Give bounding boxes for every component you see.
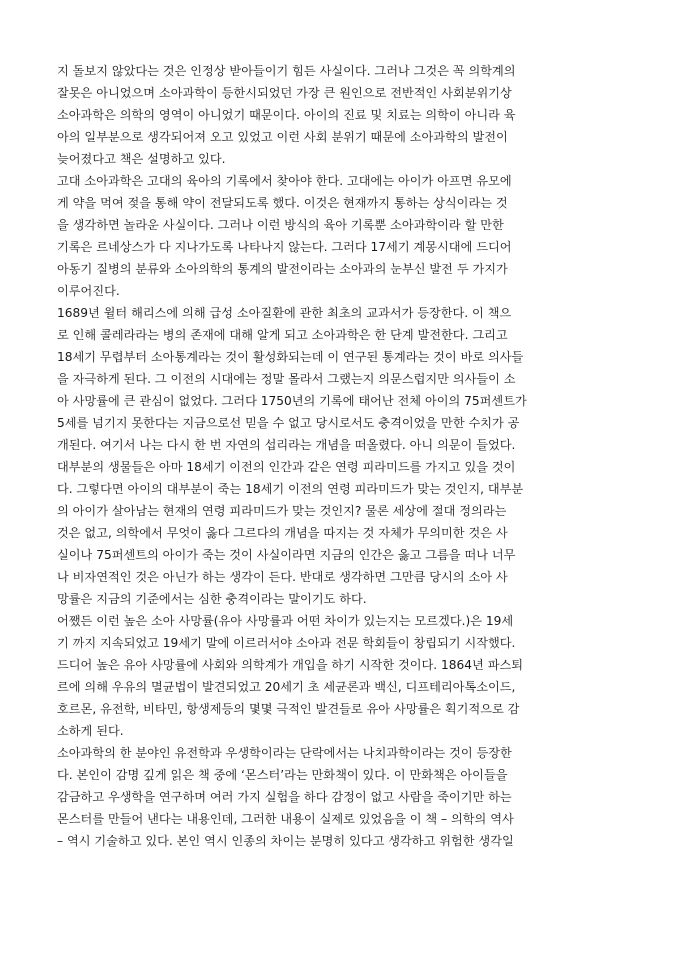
text-line: 망률은 지금의 기준에서는 심한 충격이라는 말이기도 하다. [57, 592, 367, 606]
text-line: 대부분의 생물들은 아마 18세기 이전의 인간과 같은 연령 피라미드를 가지고 있을 것이 [57, 460, 516, 474]
text-line: 고대 소아과학은 고대의 육아의 기록에서 찾아야 한다. 고대에는 아이가 아프면 유모에 [57, 174, 512, 188]
text-line: 다. 그렇다면 아이의 대부분이 죽는 18세기 이전의 연령 피라미드가 맞는 것인지, 대부분 [57, 482, 524, 496]
text-line: 다. 본인이 감명 깊게 읽은 책 중에 ‘몬스터’라는 만화책이 있다. 이 만화책은 아이들을 [57, 768, 508, 782]
text-line: 소아과학은 의학의 영역이 아니었기 때문이다. 아이의 진료 및 치료는 의학이 아니라 육 [57, 108, 516, 122]
text-line: 호르몬, 유전학, 비타민, 항생제등의 몇몇 극적인 발견들로 유아 사망률은 획기적으로 감 [57, 702, 520, 716]
text-line: 5세를 넘기지 못한다는 지금으로선 믿을 수 없고 당시로서도 충격이었을 만한 수치가 공 [57, 416, 520, 430]
text-line: 나 비자연적인 것은 아닌가 하는 생각이 든다. 반대로 생각하면 그만큼 당시의 소아 사 [57, 570, 508, 584]
paragraph [57, 170, 624, 302]
text-line: 아동기 질병의 분류와 소아의학의 통계의 발전이라는 소아과의 눈부신 발전 두 가지가 [57, 262, 508, 276]
text-line: 드디어 높은 유아 사망률에 사회와 의학계가 개입을 하기 시작한 것이다. 1864년 파스퇴 [57, 658, 524, 672]
paragraph [57, 60, 624, 170]
text-line: 을 자극하게 된다. 그 이전의 시대에는 정말 몰라서 그랬는지 의문스럽지만 의사들이 소 [57, 372, 516, 386]
text-line: 게 약을 먹여 젖을 통해 약이 전달되도록 했다. 이것은 현재까지 통하는 상식이라는 것 [57, 196, 508, 210]
text-line: 18세기 무렵부터 소아통계라는 것이 활성화되는데 이 연구된 통계라는 것이 바로 의사들 [57, 350, 524, 364]
text-line: 소아과학의 한 분야인 유전학과 우생학이라는 단락에서는 나치과학이라는 것이 등장한 [57, 746, 512, 760]
paragraph [57, 742, 624, 852]
text-line: 몬스터를 만들어 낸다는 내용인데, 그러한 내용이 실제로 있었음을 이 책 – 의학의 역사 [57, 812, 514, 826]
text-line: 개된다. 여기서 나는 다시 한 번 자연의 섭리라는 개념을 떠올렸다. 아니 의문이 들었다. [57, 438, 516, 452]
text-line: 것은 없고, 의학에서 무엇이 옳다 그르다의 개념을 따지는 것 자체가 무의미한 것은 사 [57, 526, 508, 540]
text-line: 을 생각하면 놀라운 사실이다. 그러나 이런 방식의 육아 기록뿐 소아과학이라 할 만한 [57, 218, 504, 232]
text-line: 아 사망률에 큰 관심이 없었다. 그러다 1750년의 기록에 태어난 전체 아이의 75퍼센트가 [57, 394, 527, 408]
text-line: 이루어진다. [57, 284, 120, 298]
text-line: – 역시 기술하고 있다. 본인 역시 인종의 차이는 분명히 있다고 생각하고 위험한 생각일 [57, 834, 514, 848]
text-line: 기 까지 지속되었고 19세기 말에 이르러서야 소아과 전문 학회들이 창립되기 시작했다. [57, 636, 516, 650]
text-line: 실이나 75퍼센트의 아이가 죽는 것이 사실이라면 지금의 인간은 옳고 그름을 떠나 너무 [57, 548, 516, 562]
text-line: 지 돌보지 않았다는 것은 인정상 받아들이기 힘든 사실이다. 그러나 그것은 꼭 의학계의 [57, 64, 516, 78]
paragraph [57, 302, 624, 610]
text-line: 1689년 윌터 해리스에 의해 급성 소아질환에 관한 최초의 교과서가 등장한다. 이 책으 [57, 306, 512, 320]
text-line: 의 아이가 살아남는 현재의 연령 피라미드가 맞는 것인지? 물론 세상에 절대 정의라는 [57, 504, 507, 518]
paragraph [57, 610, 624, 742]
text-line: 어쨌든 이런 높은 소아 사망률(유아 사망률과 어떤 차이가 있는지는 모르겠다.)은 19세 [57, 614, 514, 628]
text-line: 르에 의해 우유의 멸균법이 발견되었고 20세기 초 세균론과 백신, 디프테리아톡소이드, [57, 680, 516, 694]
body-text [57, 60, 624, 852]
text-line: 늦어졌다고 책은 설명하고 있다. [57, 152, 226, 166]
text-line: 소하게 된다. [57, 724, 124, 738]
text-line: 기록은 르네상스가 다 지나가도록 나타나지 않는다. 그러다 17세기 계몽시대에 드디어 [57, 240, 512, 254]
text-line: 잘못은 아니었으며 소아과학이 등한시되었던 가장 큰 원인으로 전반적인 사회분위기상 [57, 86, 512, 100]
text-line: 로 인해 콜레라라는 병의 존재에 대해 알게 되고 소아과학은 한 단계 발전한다. 그리고 [57, 328, 508, 342]
text-line: 아의 일부분으로 생각되어져 오고 있었고 이런 사회 분위기 때문에 소아과학의 발전이 [57, 130, 508, 144]
text-line: 감금하고 우생학을 연구하며 여러 가지 실험을 하다 감정이 없고 사람을 죽이기만 하는 [57, 790, 512, 804]
